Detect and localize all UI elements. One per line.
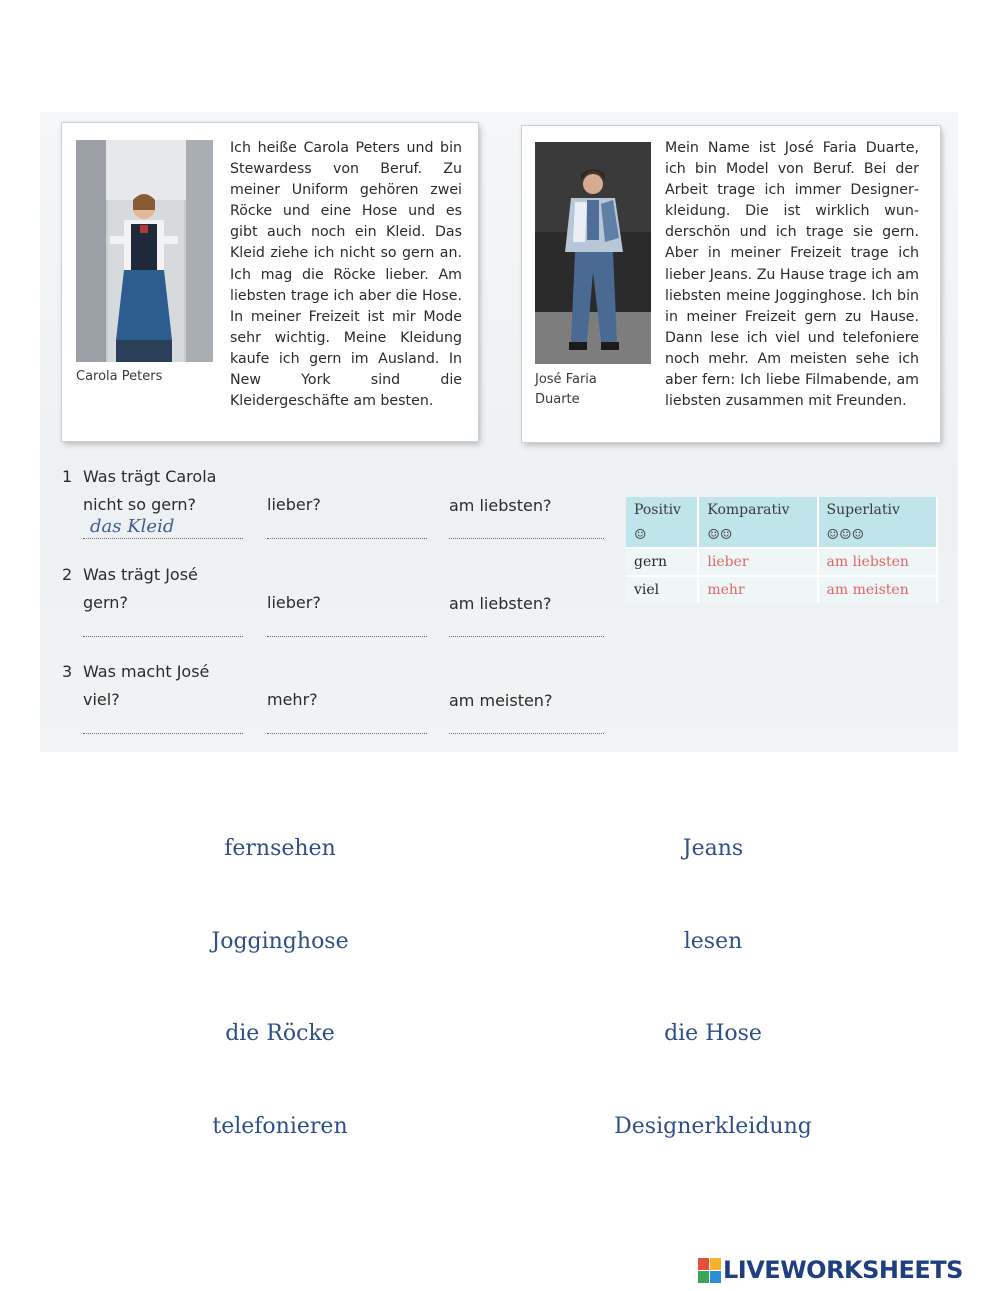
question-2-number: 2 xyxy=(62,565,73,584)
question-1-col2: lieber? xyxy=(267,495,321,514)
answer-line[interactable] xyxy=(83,733,243,734)
jose-caption xyxy=(535,370,645,410)
answer-line[interactable] xyxy=(83,538,243,539)
table-smiley-row xyxy=(626,523,937,548)
carola-caption: Carola Peters xyxy=(76,369,163,384)
logo-square xyxy=(698,1271,709,1283)
jose-text: Mein Name ist José Faria Duarte, ich bin Model von Beruf. Bei der Arbeit trage ich immer Designerkleidung. Die ist wirklich wunderschön und ich trage sie gern. Aber in meiner Freizeit trage ich lieber Jeans. Zu Hause trage ich am liebsten meine Jogginghose. Ich bin in meiner Freizeit gern zu Hause. Dann lese ich viel und telefoniere noch mehr. Am meisten sehe ich aber fern: Ich liebe Filmabende, am liebsten zusammen mit Freunden. xyxy=(665,140,919,410)
table-header-row xyxy=(626,497,937,523)
table-cell: mehr xyxy=(698,576,817,603)
question-2-line1: Was trägt José xyxy=(83,565,198,584)
answer-line[interactable] xyxy=(449,733,604,734)
logo-square xyxy=(710,1258,721,1270)
liveworksheets-icon xyxy=(698,1258,720,1282)
smiley-icon: ☺☺☺ xyxy=(818,523,937,548)
logo-square xyxy=(698,1258,709,1270)
question-2-col2: lieber? xyxy=(267,593,321,612)
word-jeans[interactable]: Jeans xyxy=(682,836,744,861)
jose-photo xyxy=(535,142,651,364)
answer-line[interactable] xyxy=(449,538,604,539)
word-designerkleidung[interactable]: Designerkleidung xyxy=(614,1114,812,1139)
table-cell: am liebsten xyxy=(818,548,937,576)
question-3-line1: Was macht José xyxy=(83,662,210,681)
table-row xyxy=(626,576,937,603)
carola-text: Ich heiße Carola Peters und bin Stewardess von Beruf. Zu meiner Uniform gehören zwei Röcke und eine Hose und es gibt auch noch ein Kleid. Das Kleid ziehe ich nicht so gern an. Ich mag die Röcke lieber. Am liebsten trage ich aber die Hose. In meiner Freizeit ist mir Mode sehr wichtig. Meine Kleidung kaufe ich gern im Ausland. In New York sind die Kleidergeschäfte am besten. xyxy=(230,140,462,410)
carola-photo xyxy=(76,140,213,362)
word-die-hose[interactable]: die Hose xyxy=(664,1021,762,1046)
smiley-icon: ☺☺ xyxy=(698,523,817,548)
question-1-line2: nicht so gern? xyxy=(83,495,197,514)
carola-card xyxy=(62,123,478,441)
word-die-roecke[interactable]: die Röcke xyxy=(225,1021,335,1046)
answer-line[interactable] xyxy=(449,636,604,637)
word-jogginghose[interactable]: Jogginghose xyxy=(211,929,349,954)
logo-text: LIVEWORKSHEETS xyxy=(723,1256,963,1284)
header-superlativ: Superlativ xyxy=(818,497,937,523)
question-2-line2: gern? xyxy=(83,593,128,612)
header-positiv: Positiv xyxy=(626,497,698,523)
answer-line[interactable] xyxy=(267,538,427,539)
table-cell: am meisten xyxy=(818,576,937,603)
table-cell: lieber xyxy=(698,548,817,576)
header-komparativ: Komparativ xyxy=(698,497,817,523)
question-3-number: 3 xyxy=(62,662,73,681)
word-telefonieren[interactable]: telefonieren xyxy=(212,1114,348,1139)
jose-card xyxy=(522,126,940,442)
table-row xyxy=(626,548,937,576)
question-1-col3: am liebsten? xyxy=(449,496,552,515)
question-3-col2: mehr? xyxy=(267,690,318,709)
question-1-number: 1 xyxy=(62,467,73,486)
question-2-col3: am liebsten? xyxy=(449,594,552,613)
question-1-answer: das Kleid xyxy=(90,516,175,537)
question-3-line2: viel? xyxy=(83,690,120,709)
jose-caption-line1: José Faria xyxy=(535,372,597,387)
answer-line[interactable] xyxy=(267,733,427,734)
logo-square xyxy=(710,1271,721,1283)
comparison-table xyxy=(626,497,938,603)
word-lesen[interactable]: lesen xyxy=(683,929,743,954)
answer-line[interactable] xyxy=(83,636,243,637)
table-cell: viel xyxy=(626,576,698,603)
question-3-col3: am meisten? xyxy=(449,691,553,710)
word-fernsehen[interactable]: fernsehen xyxy=(224,836,336,861)
question-1-line1: Was trägt Carola xyxy=(83,467,217,486)
answer-line[interactable] xyxy=(267,636,427,637)
liveworksheets-logo[interactable] xyxy=(698,1256,963,1284)
table-cell: gern xyxy=(626,548,698,576)
jose-caption-line2: Duarte xyxy=(535,392,580,407)
smiley-icon: ☺ xyxy=(626,523,698,548)
